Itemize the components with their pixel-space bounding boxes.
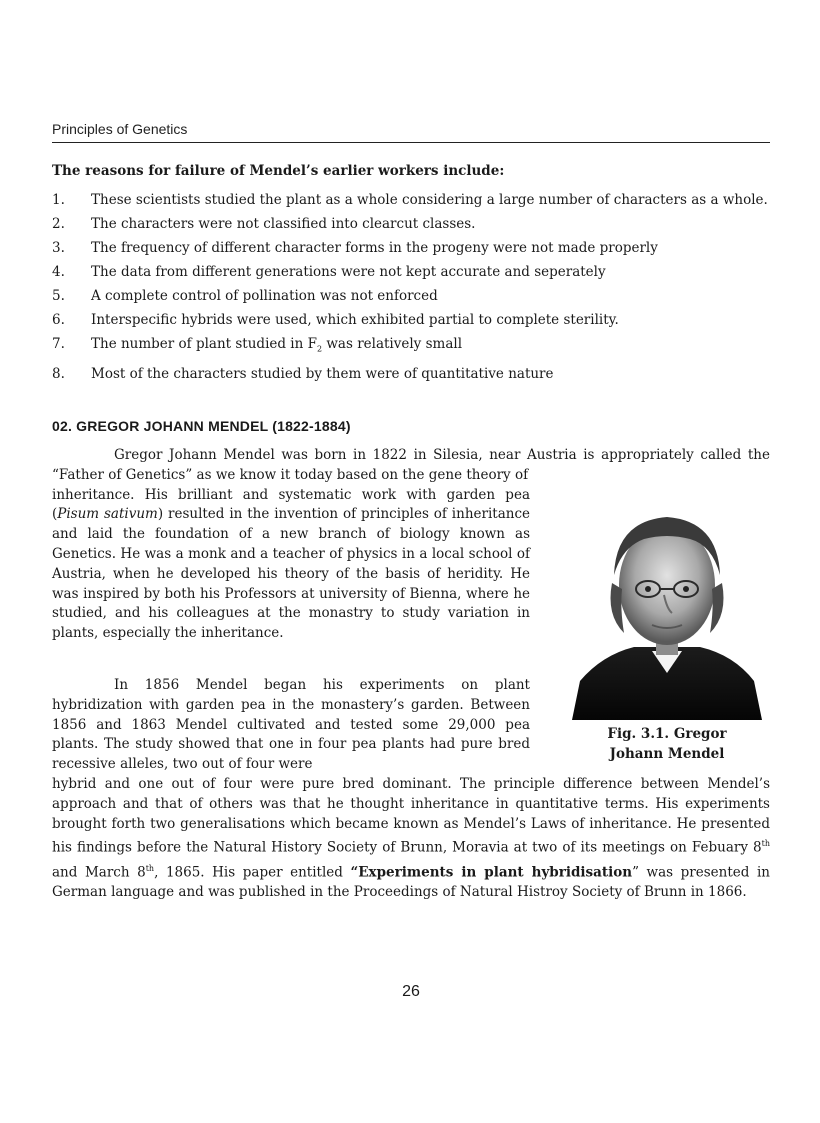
list-item: 3. The frequency of different character forms in the progeny were not made properly (52, 240, 658, 256)
list-item: 1. These scientists studied the plant as a whole considering a large number of characters as a whole. (52, 192, 768, 208)
list-item: 4. The data from different generations were not kept accurate and seperately (52, 264, 606, 280)
running-head: Principles of Genetics (52, 121, 188, 137)
page-number: 26 (402, 983, 420, 1000)
list-item: 6. Interspecific hybrids were used, which exhibited partial to complete sterility. (52, 312, 619, 328)
section-title: 02. GREGOR JOHANN MENDEL (1822-1884) (52, 418, 351, 434)
paragraph-experiments: In 1856 Mendel began his experiments on plant hybridization with garden pea in the monastery’s garden. Between 1856 and 1863 Mendel cultivated and tested some 29,000 pea plants. The study showed that one in four pea plants had pure bred recessive alleles, two out of four were hybrid and one out of four were pure bred dominant. The principle difference between Mendel’s approach and that of others was that he thought inheritance in quantitative terms. His experiments brought forth two generalisations which became known as Mendel’s Laws of inheritance. He presented his findings before the Natural History Society of Brunn, Moravia at two of its meetings on Febuary 8th and March 8th, 1865. His paper entitled “Experiments in plant hybridisation” was presented in German language and was published in the Proceedings of Natural Histroy Society of Brunn in 1866. (52, 677, 770, 900)
list-item: 8. Most of the characters studied by them were of quantitative nature (52, 365, 554, 382)
reasons-heading: The reasons for failure of Mendel’s earlier workers include: (52, 163, 505, 179)
paragraph-biography: Gregor Johann Mendel was born in 1822 in Silesia, near Austria is appropriately called the “Father of Genetics” as we know it today based on the gene theory of inheritance. His brilliant and systematic work with garden pea (Pisum sativum) resulted in the invention of principles of inheritance and laid the foundation of a new branch of biology known as Genetics. He was a monk and a teacher of physics in a local school of Austria, when he developed his theory of the basis of heridity. He was inspired by both his Professors at university of Bienna, where he studied, and his colleagues at the monastry to study variation in plants, especially the inheritance. (52, 447, 770, 642)
figure-caption: Fig. 3.1. Gregor Johann Mendel (607, 726, 727, 762)
list-item: 5. A complete control of pollination was not enforced (52, 288, 438, 304)
list-item: 7. The number of plant studied in $F_2$ was relatively small (52, 336, 463, 354)
header-rule (52, 142, 770, 143)
reasons-list (52, 190, 770, 388)
list-item: 2. The characters were not classified into clearcut classes. (52, 216, 476, 232)
mendel-portrait-image (572, 505, 762, 720)
